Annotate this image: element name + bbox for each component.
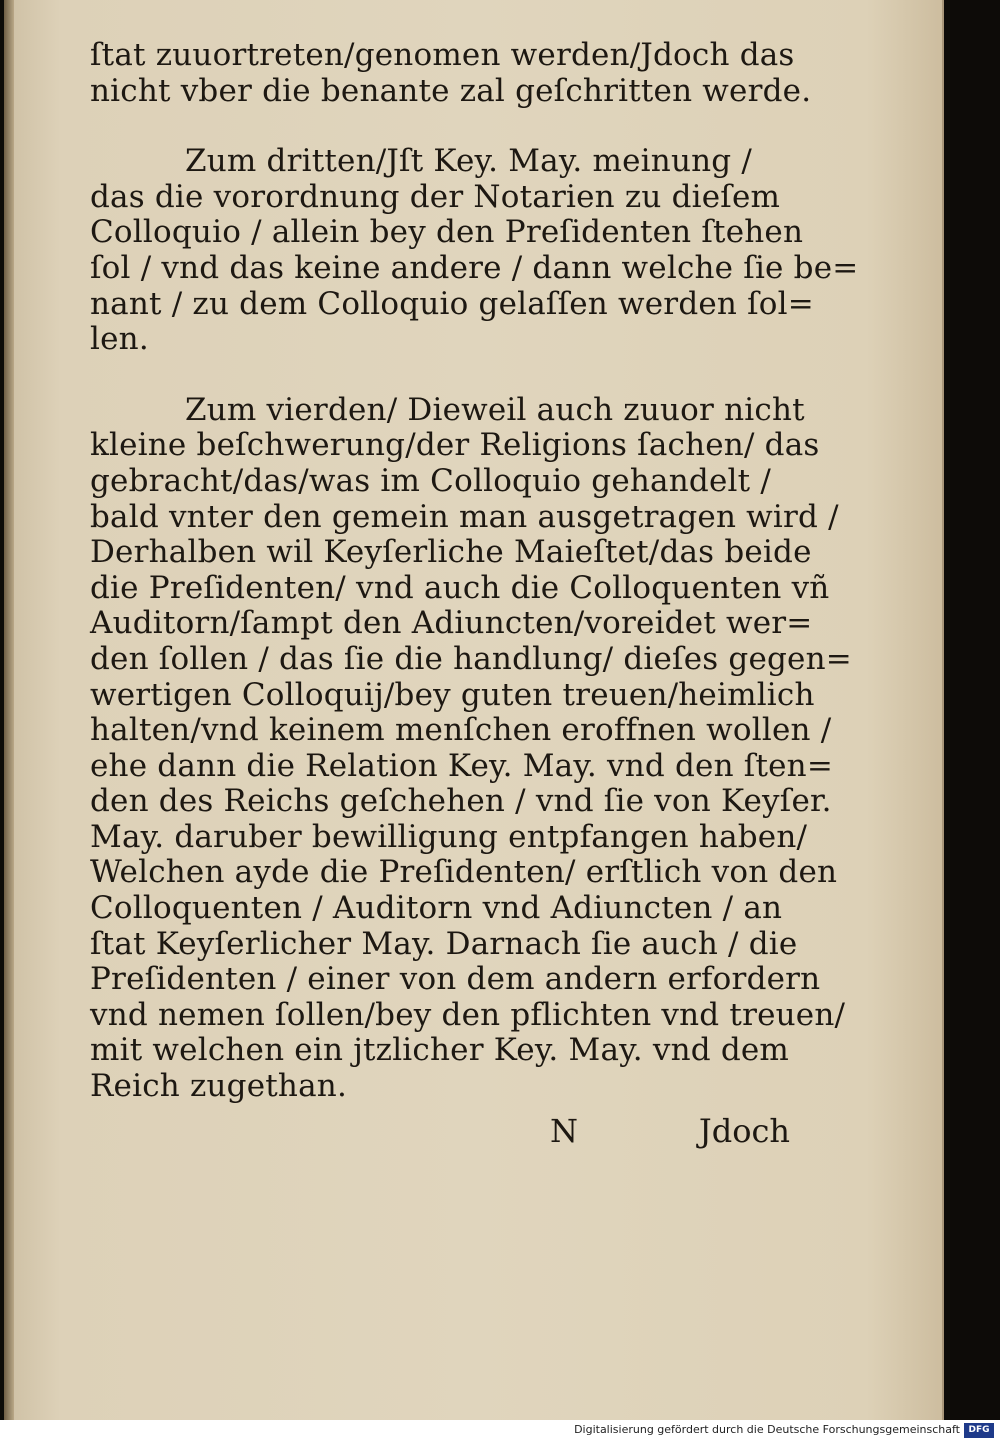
text-line: ſtat Keyſerlicher May. Darnach ſie auch / die: [90, 925, 798, 962]
catchword: Jdoch: [698, 1112, 790, 1150]
page-text: [90, 37, 859, 1105]
text-line: Zum vierden/ Dieweil auch zuuor nicht: [185, 391, 805, 428]
digitization-footer: [0, 1420, 1000, 1443]
text-line: kleine beſchwerung/der Religions ſachen/ das: [90, 427, 820, 464]
text-line: Reich zugethan.: [90, 1068, 347, 1105]
text-line: den ſollen / das ſie die handlung/ dieſes gegen=: [90, 640, 852, 677]
text-line: Preſidenten / einer von dem andern erfordern: [90, 961, 821, 998]
text-line: mit welchen ein jtzlicher Key. May. vnd dem: [90, 1032, 790, 1069]
text-line: len.: [90, 321, 149, 358]
text-line: das die vorordnung der Notarien zu dieſem: [90, 178, 781, 215]
paragraph-gap: [90, 109, 790, 144]
text-line: wertigen Colloquij/bey guten treuen/heimlich: [90, 676, 815, 713]
text-line: gebracht/das/was im Colloquio gehandelt /: [90, 462, 771, 499]
text-line: vnd nemen ſollen/bey den pflichten vnd treuen/: [90, 996, 846, 1033]
signature-mark: N: [550, 1112, 578, 1150]
text-line: nant / zu dem Colloquio gelaſſen werden ſol=: [90, 285, 814, 322]
text-line: den des Reichs geſchehen / vnd ſie von Keyſer.: [90, 783, 832, 820]
text-line: nicht vber die benante zal geſchritten werde.: [90, 72, 812, 109]
text-line: ſol / vnd das keine andere / dann welche ſie be=: [90, 249, 859, 286]
text-line: Auditorn/ſampt den Adiuncten/voreidet wer=: [90, 605, 813, 642]
text-line: die Preſidenten/ vnd auch die Colloquenten vñ: [90, 569, 830, 606]
text-line: Zum dritten/Jſt Key. May. meinung /: [185, 143, 753, 180]
page-foot: [90, 1112, 790, 1152]
text-line: halten/vnd keinem menſchen eroffnen wollen /: [90, 712, 832, 749]
text-line: ehe dann die Relation Key. May. vnd den ſten=: [90, 747, 834, 784]
text-line: May. daruber bewilligung entpfangen haben/: [90, 818, 808, 855]
text-line: Derhalben wil Keyſerliche Maieſtet/das beide: [90, 534, 812, 571]
text-line: bald vnter den gemein man ausgetragen wird /: [90, 498, 839, 535]
text-line: ſtat zuuortreten/genomen werden/Jdoch das: [90, 37, 795, 73]
funding-credit: Digitalisierung gefördert durch die Deutsche Forschungsgemeinschaft: [574, 1423, 960, 1436]
text-line: Colloquenten / Auditorn vnd Adiuncten / an: [90, 890, 783, 927]
page-binding-edge: [4, 0, 14, 1420]
paragraph-gap: [90, 358, 790, 393]
text-line: Welchen ayde die Preſidenten/ erſtlich von den: [90, 854, 838, 891]
dfg-logo: DFG: [964, 1423, 994, 1438]
text-line: Colloquio / allein bey den Preſidenten ſtehen: [90, 214, 804, 251]
book-page: [4, 0, 944, 1420]
